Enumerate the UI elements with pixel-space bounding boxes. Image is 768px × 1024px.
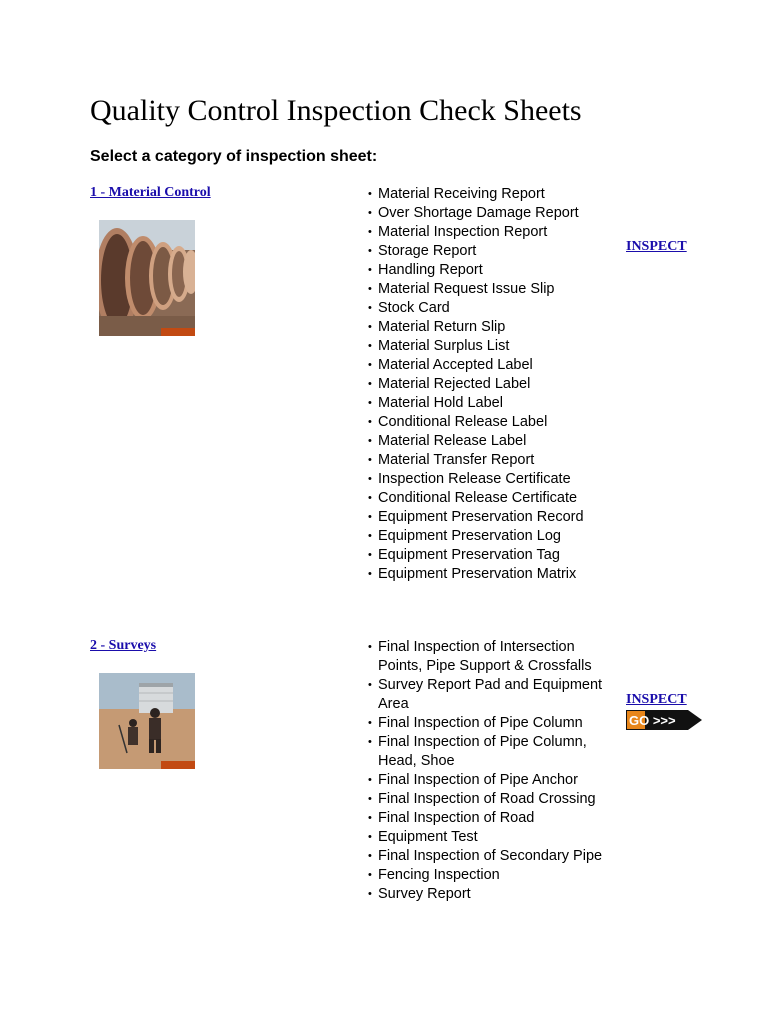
list-item[interactable]: • Material Rejected Label: [367, 375, 617, 394]
list-item[interactable]: • Material Receiving Report: [367, 185, 617, 204]
list-item[interactable]: • Survey Report Pad and Equipment Area: [367, 676, 617, 714]
list-item[interactable]: • Material Transfer Report: [367, 451, 617, 470]
list-item[interactable]: • Equipment Test: [367, 828, 617, 847]
list-item[interactable]: • Equipment Preservation Matrix: [367, 565, 617, 584]
list-item[interactable]: • Material Inspection Report: [367, 223, 617, 242]
list-item[interactable]: • Material Hold Label: [367, 394, 617, 413]
surveys-sheet-list: [367, 638, 617, 904]
list-item[interactable]: • Over Shortage Damage Report: [367, 204, 617, 223]
list-item[interactable]: • Stock Card: [367, 299, 617, 318]
list-item[interactable]: • Final Inspection of Road: [367, 809, 617, 828]
list-item[interactable]: • Final Inspection of Road Crossing: [367, 790, 617, 809]
list-item[interactable]: • Equipment Preservation Record: [367, 508, 617, 527]
list-item[interactable]: • Conditional Release Certificate: [367, 489, 617, 508]
list-item[interactable]: • Final Inspection of Secondary Pipe: [367, 847, 617, 866]
survey-site-image: [99, 673, 195, 769]
list-item[interactable]: • Material Request Issue Slip: [367, 280, 617, 299]
list-item[interactable]: • Inspection Release Certificate: [367, 470, 617, 489]
list-item[interactable]: • Conditional Release Label: [367, 413, 617, 432]
list-item[interactable]: • Handling Report: [367, 261, 617, 280]
category-link-surveys[interactable]: 2 - Surveys: [90, 638, 157, 653]
list-item[interactable]: • Final Inspection of Pipe Column, Head, Shoe: [367, 733, 617, 771]
list-item[interactable]: • Final Inspection of Pipe Column: [367, 714, 617, 733]
page-title: Quality Control Inspection Check Sheets: [90, 94, 582, 127]
list-item[interactable]: • Equipment Preservation Log: [367, 527, 617, 546]
inspect-link-surveys[interactable]: INSPECT: [626, 692, 687, 707]
list-item[interactable]: • Material Release Label: [367, 432, 617, 451]
surveys-thumbnail: [99, 673, 195, 769]
page-subtitle: Select a category of inspection sheet:: [90, 148, 378, 165]
list-item[interactable]: • Material Return Slip: [367, 318, 617, 337]
inspect-link-material-control[interactable]: INSPECT: [626, 239, 687, 254]
list-item[interactable]: • Final Inspection of Pipe Anchor: [367, 771, 617, 790]
material-control-sheet-list: [367, 185, 617, 584]
go-button[interactable]: [626, 710, 702, 730]
list-item[interactable]: • Equipment Preservation Tag: [367, 546, 617, 565]
list-item[interactable]: • Survey Report: [367, 885, 617, 904]
pipe-stack-image: [99, 220, 195, 336]
go-button-label: GO >>>: [629, 713, 676, 728]
list-item[interactable]: • Fencing Inspection: [367, 866, 617, 885]
list-item[interactable]: • Storage Report: [367, 242, 617, 261]
category-link-material-control[interactable]: 1 - Material Control: [90, 185, 211, 200]
material-control-thumbnail: [99, 220, 195, 336]
list-item[interactable]: • Material Surplus List: [367, 337, 617, 356]
list-item[interactable]: • Final Inspection of Intersection Points, Pipe Support & Crossfalls: [367, 638, 617, 676]
list-item[interactable]: • Material Accepted Label: [367, 356, 617, 375]
